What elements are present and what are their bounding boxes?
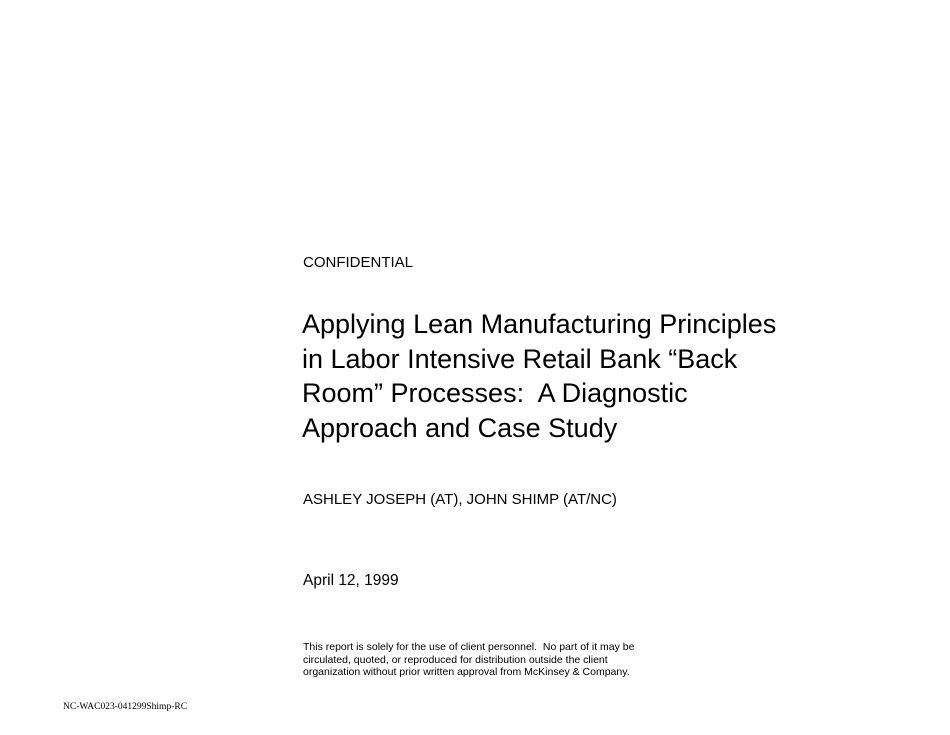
document-date: April 12, 1999: [303, 572, 399, 589]
confidential-label: CONFIDENTIAL: [303, 254, 414, 271]
title-line: Applying Lean Manufacturing Principles: [302, 309, 777, 339]
authors: ASHLEY JOSEPH (AT), JOHN SHIMP (AT/NC): [303, 491, 617, 508]
disclaimer: [303, 641, 635, 679]
title-line: Approach and Case Study: [302, 412, 618, 443]
title-line: Room” Processes: A Diagnostic: [302, 378, 688, 408]
title-line: in Labor Intensive Retail Bank “Back: [302, 343, 738, 374]
disclaimer-line: This report is solely for the use of client personnel. No part of it may be: [303, 641, 635, 653]
document-title: [302, 307, 842, 445]
disclaimer-line: circulated, quoted, or reproduced for distribution outside the client: [303, 653, 608, 666]
document-code: NC-WAC023-041299Shimp-RC: [63, 702, 188, 712]
disclaimer-line: organization without prior written approval from McKinsey & Company.: [303, 666, 630, 678]
